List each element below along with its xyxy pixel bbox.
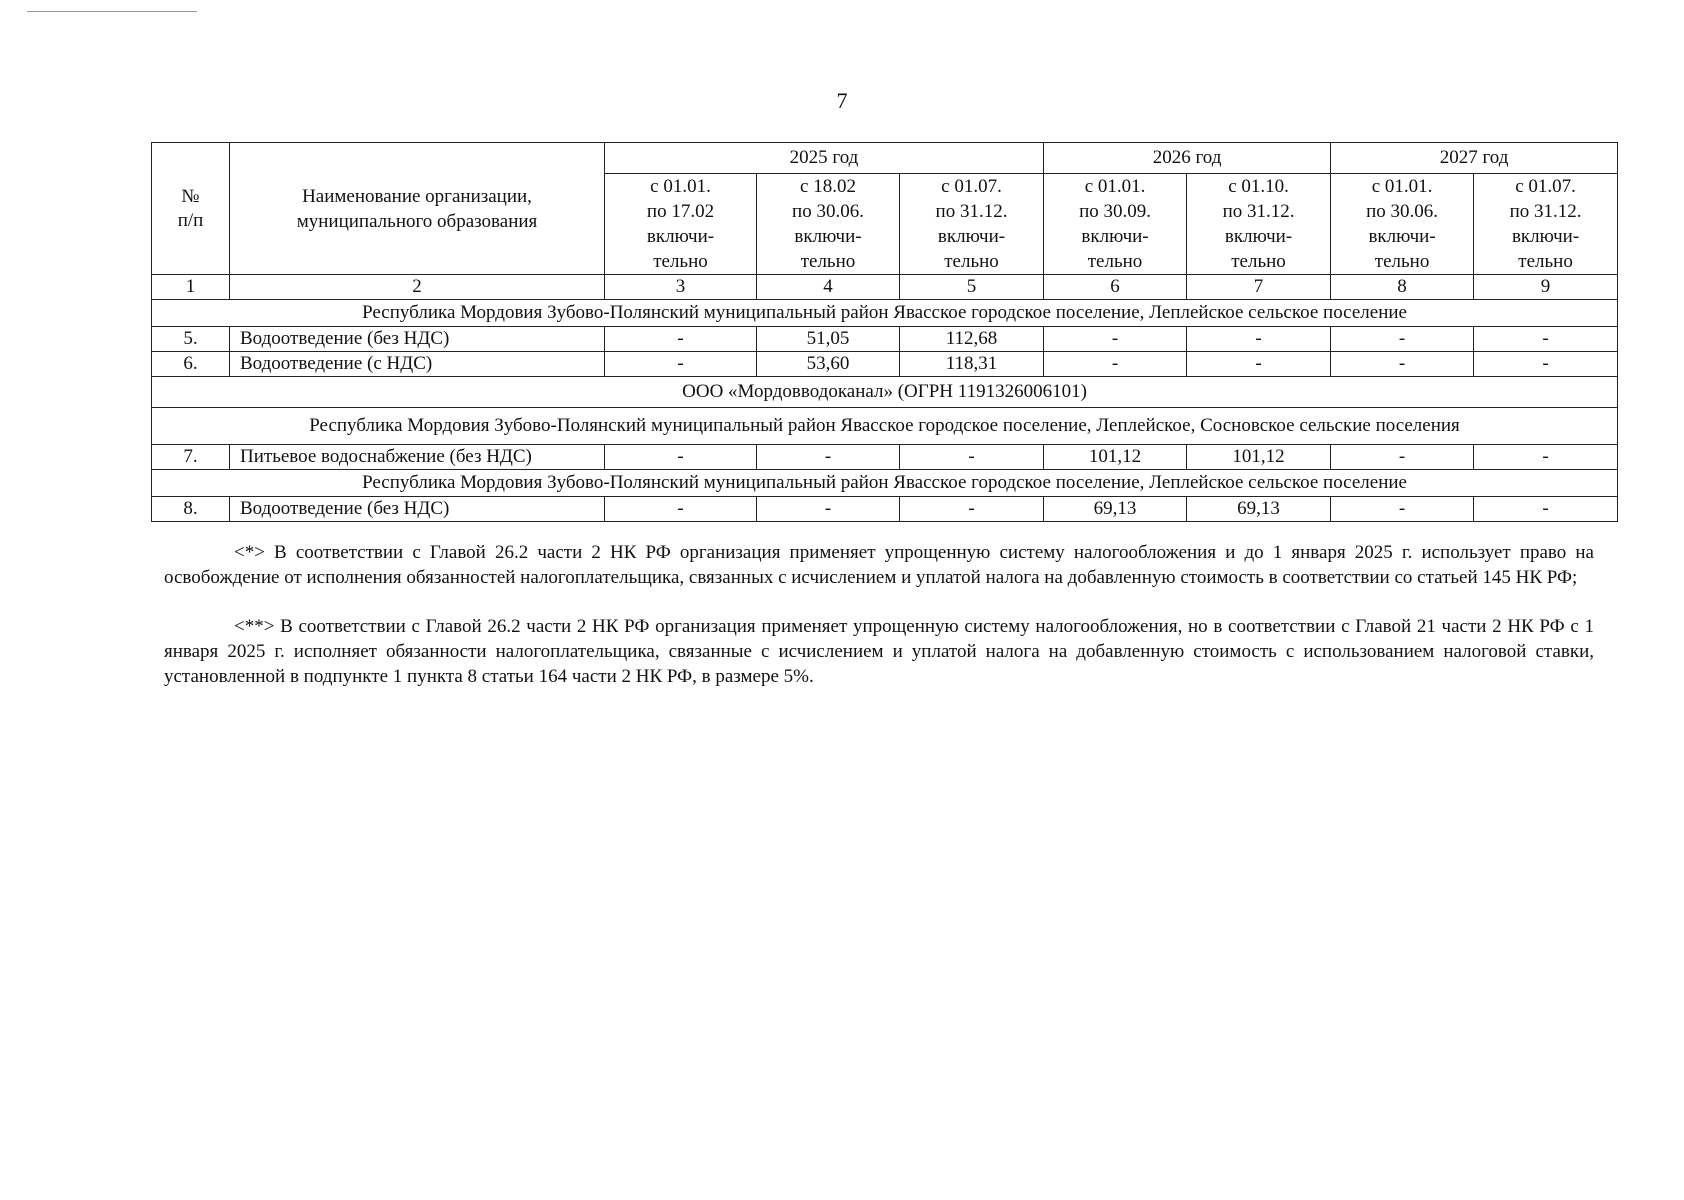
header-period — [1474, 174, 1618, 275]
tariff-value: - — [757, 497, 900, 522]
footnote-vat-exemption: <*> В соответствии с Главой 26.2 части 2 НК РФ организация применяет упрощенную систему налогообложения и до 1 января 2025 г. использует право на освобождение от исполнения обязанностей налогоплательщика, связанных с исчислением и уплатой налога на добавленную стоимость в соответствии со статьей 145 НК РФ; — [164, 542, 1594, 588]
table-body — [152, 300, 1618, 522]
header-year-2027: 2027 год — [1331, 143, 1618, 174]
header-period — [1187, 174, 1331, 275]
tariff-value: - — [1331, 352, 1474, 377]
header-num-label: № п/п — [177, 185, 204, 231]
service-name: Питьевое водоснабжение (без НДС) — [230, 445, 605, 470]
tariff-value: - — [1044, 352, 1187, 377]
region-row — [152, 408, 1618, 445]
tariff-value: 69,13 — [1187, 497, 1331, 522]
header-period — [757, 174, 900, 275]
header-period-label: с 01.01. по 17.02 включи- тельно — [646, 176, 715, 272]
region-title: Республика Мордовия Зубово-Полянский муниципальный район Явасское городское поселение, Леплейское, Сосновское сельские поселения — [152, 408, 1618, 445]
scan-artifact-line — [27, 11, 197, 12]
column-number: 9 — [1474, 275, 1618, 300]
service-name: Водоотведение (без НДС) — [230, 497, 605, 522]
service-name: Водоотведение (без НДС) — [230, 327, 605, 352]
header-year-2026: 2026 год — [1044, 143, 1331, 174]
tariff-value: 112,68 — [900, 327, 1044, 352]
region-title: Республика Мордовия Зубово-Полянский муниципальный район Явасское городское поселение, Леплейское сельское поселение — [152, 470, 1618, 497]
region-title: Республика Мордовия Зубово-Полянский муниципальный район Явасское городское поселение, Леплейское сельское поселение — [152, 300, 1618, 327]
region-row — [152, 470, 1618, 497]
service-name: Водоотведение (с НДС) — [230, 352, 605, 377]
header-period-label: с 01.01. по 30.09. включи- тельно — [1079, 176, 1151, 272]
row-number: 6. — [152, 352, 230, 377]
tariff-value: - — [900, 445, 1044, 470]
column-number: 7 — [1187, 275, 1331, 300]
header-period-label: с 01.01. по 30.06. включи- тельно — [1366, 176, 1438, 272]
header-year-2025: 2025 год — [605, 143, 1044, 174]
header-period-label: с 01.07. по 31.12. включи- тельно — [935, 176, 1008, 272]
column-number: 8 — [1331, 275, 1474, 300]
tariff-value: 118,31 — [900, 352, 1044, 377]
column-number: 1 — [152, 275, 230, 300]
header-period-label: с 01.10. по 31.12. включи- тельно — [1222, 176, 1295, 272]
tariff-value: - — [605, 497, 757, 522]
tariff-value: 69,13 — [1044, 497, 1187, 522]
row-number: 5. — [152, 327, 230, 352]
table-row — [152, 497, 1618, 522]
tariff-value: - — [1474, 445, 1618, 470]
header-period-label: с 01.07. по 31.12. включи- тельно — [1509, 176, 1582, 272]
tariff-value: 51,05 — [757, 327, 900, 352]
column-number-row — [152, 275, 1618, 300]
header-name-label: Наименование организации, муниципального образования — [296, 185, 538, 232]
organization-row — [152, 377, 1618, 408]
footnote-vat-5-percent: <**> В соответствии с Главой 26.2 части 2 НК РФ организация применяет упрощенную систему налогообложения, но в соответствии с Главой 21 части 2 НК РФ с 1 января 2025 г. исполняет обязанности налогоплательщика, связанные с исчислением и уплатой налога на добавленную стоимость с использованием налоговой ставки, установленной в подпункте 1 пункта 8 статьи 164 части 2 НК РФ, в размере 5%. — [164, 616, 1594, 687]
tariff-value: - — [605, 327, 757, 352]
tariff-value: - — [1331, 445, 1474, 470]
column-number: 4 — [757, 275, 900, 300]
tariff-value: - — [605, 352, 757, 377]
column-number: 3 — [605, 275, 757, 300]
tariff-value: - — [1187, 352, 1331, 377]
header-period — [1331, 174, 1474, 275]
tariff-value: - — [605, 445, 757, 470]
tariff-value: 101,12 — [1187, 445, 1331, 470]
column-number: 2 — [230, 275, 605, 300]
page-number: 7 — [836, 88, 848, 113]
organization-title: ООО «Мордовводоканал» (ОГРН 1191326006101) — [152, 377, 1618, 408]
tariff-value: - — [1331, 497, 1474, 522]
table-row — [152, 327, 1618, 352]
header-period — [605, 174, 757, 275]
tariff-value: - — [1474, 327, 1618, 352]
tariff-table — [151, 142, 1618, 522]
header-period — [1044, 174, 1187, 275]
tariff-value: - — [900, 497, 1044, 522]
header-period-label: с 18.02 по 30.06. включи- тельно — [792, 176, 864, 272]
header-period — [900, 174, 1044, 275]
tariff-value: - — [1044, 327, 1187, 352]
row-number: 7. — [152, 445, 230, 470]
region-row — [152, 300, 1618, 327]
tariff-value: - — [757, 445, 900, 470]
table-header — [152, 143, 1618, 300]
header-name-cell — [230, 143, 605, 275]
table-row — [152, 352, 1618, 377]
column-number: 6 — [1044, 275, 1187, 300]
tariff-value: - — [1474, 352, 1618, 377]
column-number: 5 — [900, 275, 1044, 300]
tariff-value: - — [1474, 497, 1618, 522]
tariff-value: - — [1331, 327, 1474, 352]
tariff-value: - — [1187, 327, 1331, 352]
table-row — [152, 445, 1618, 470]
row-number: 8. — [152, 497, 230, 522]
tariff-value: 53,60 — [757, 352, 900, 377]
header-num-cell — [152, 143, 230, 275]
tariff-value: 101,12 — [1044, 445, 1187, 470]
